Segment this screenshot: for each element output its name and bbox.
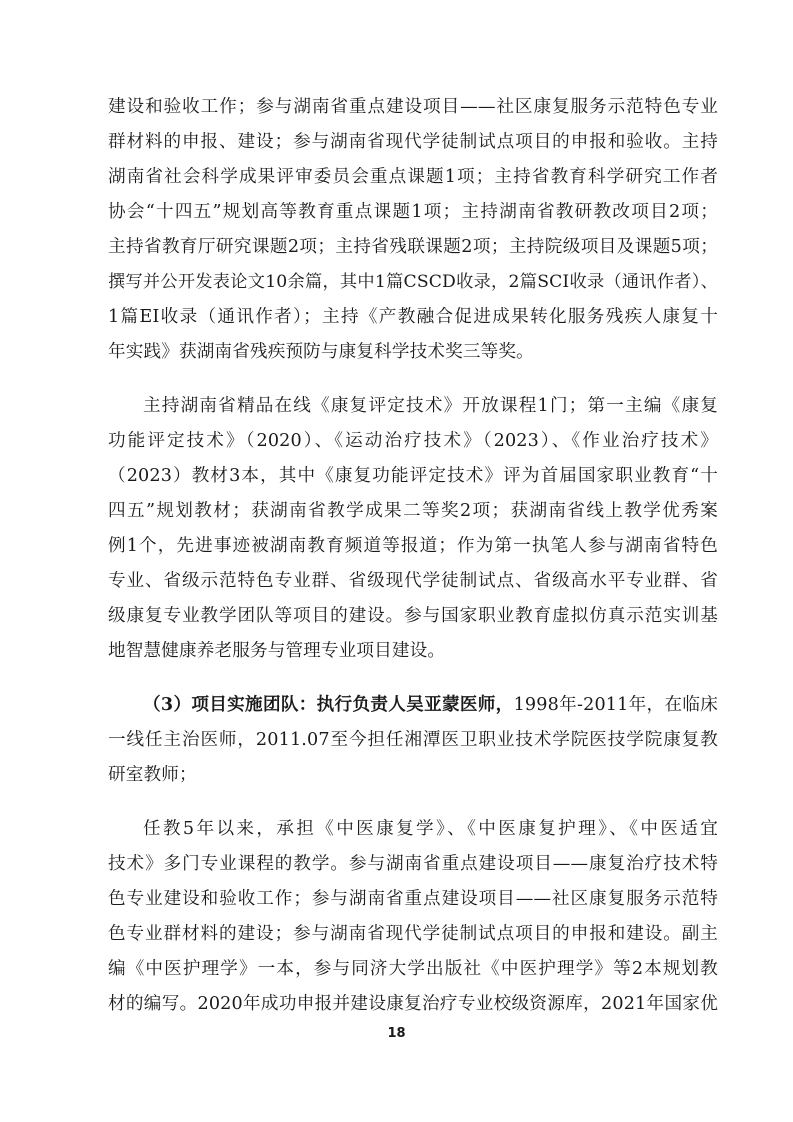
text-line: （2023）教材3本，其中《康复功能评定技术》评为首届国家职业教育“十 (108, 466, 718, 486)
text-line: 专业、省级示范特色专业群、省级现代学徒制试点、省级高水平专业群、省 (108, 571, 718, 591)
text-line: 地智慧健康养老服务与管理专业项目建设。 (108, 641, 446, 661)
text-line: 色专业群材料的建设；参与湖南省现代学徒制试点项目的申报和建设。副主 (108, 924, 718, 944)
text-line: 功能评定技术》（2020）、《运动治疗技术》（2023）、《作业治疗技术》 (108, 431, 718, 451)
text-line: 材的编写。2020年成功申报并建设康复治疗专业校级资源库，2021年国家优 (108, 994, 718, 1014)
text-line: 湖南省社会科学成果评审委员会重点课题1项；主持省教育科学研究工作者 (108, 167, 718, 187)
text-line: 建设和验收工作；参与湖南省重点建设项目——社区康复服务示范特色专业 (108, 97, 718, 117)
text-line: 四五”规划教材；获湖南省教学成果二等奖2项；获湖南省线上教学优秀案 (108, 501, 718, 521)
section-heading-rest: 1998年-2011年，在临床 (513, 695, 718, 715)
text-line: 级康复专业教学团队等项目的建设。参与国家职业教育虚拟仿真示范实训基 (108, 606, 718, 626)
text-line: 一线任主治医师，2011.07至今担任湘潭医卫职业技术学院医技学院康复教 (108, 730, 718, 750)
section-heading-bold: （3）项目实施团队：执行负责人吴亚蒙医师， (143, 694, 514, 715)
text-line: 群材料的申报、建设；参与湖南省现代学徒制试点项目的申报和验收。主持 (108, 132, 718, 152)
text-line: 研室教师； (108, 765, 197, 785)
text-line: 色专业建设和验收工作；参与湖南省重点建设项目——社区康复服务示范特 (108, 889, 718, 909)
text-line: 年实践》获湖南省残疾预防与康复科学技术奖三等奖。 (108, 342, 534, 362)
text-line: 技术》多门专业课程的教学。参与湖南省重点建设项目——康复治疗技术特 (108, 854, 718, 874)
paragraph-first-line: 任教5年以来，承担《中医康复学》、《中医康复护理》、《中医适宜 (143, 819, 718, 839)
text-line: 撰写并公开发表论文10余篇，其中1篇CSCD收录，2篇SCI收录（通讯作者）、 (108, 272, 718, 292)
page-number: 18 (387, 1026, 406, 1041)
text-line: 协会“十四五”规划高等教育重点课题1项；主持湖南省教研教改项目2项； (108, 202, 718, 222)
section-heading-line (143, 692, 718, 718)
text-line: 1篇EI收录（通讯作者）；主持《产教融合促进成果转化服务残疾人康复十 (108, 307, 718, 327)
paragraph-first-line: 主持湖南省精品在线《康复评定技术》开放课程1门；第一主编《康复 (143, 396, 718, 416)
text-line: 例1个，先进事迹被湖南教育频道等报道；作为第一执笔人参与湖南省特色 (108, 536, 718, 556)
text-line: 主持省教育厅研究课题2项；主持省残联课题2项；主持院级项目及课题5项； (108, 237, 718, 257)
text-line: 编《中医护理学》一本，参与同济大学出版社《中医护理学》等2本规划教 (108, 959, 718, 979)
